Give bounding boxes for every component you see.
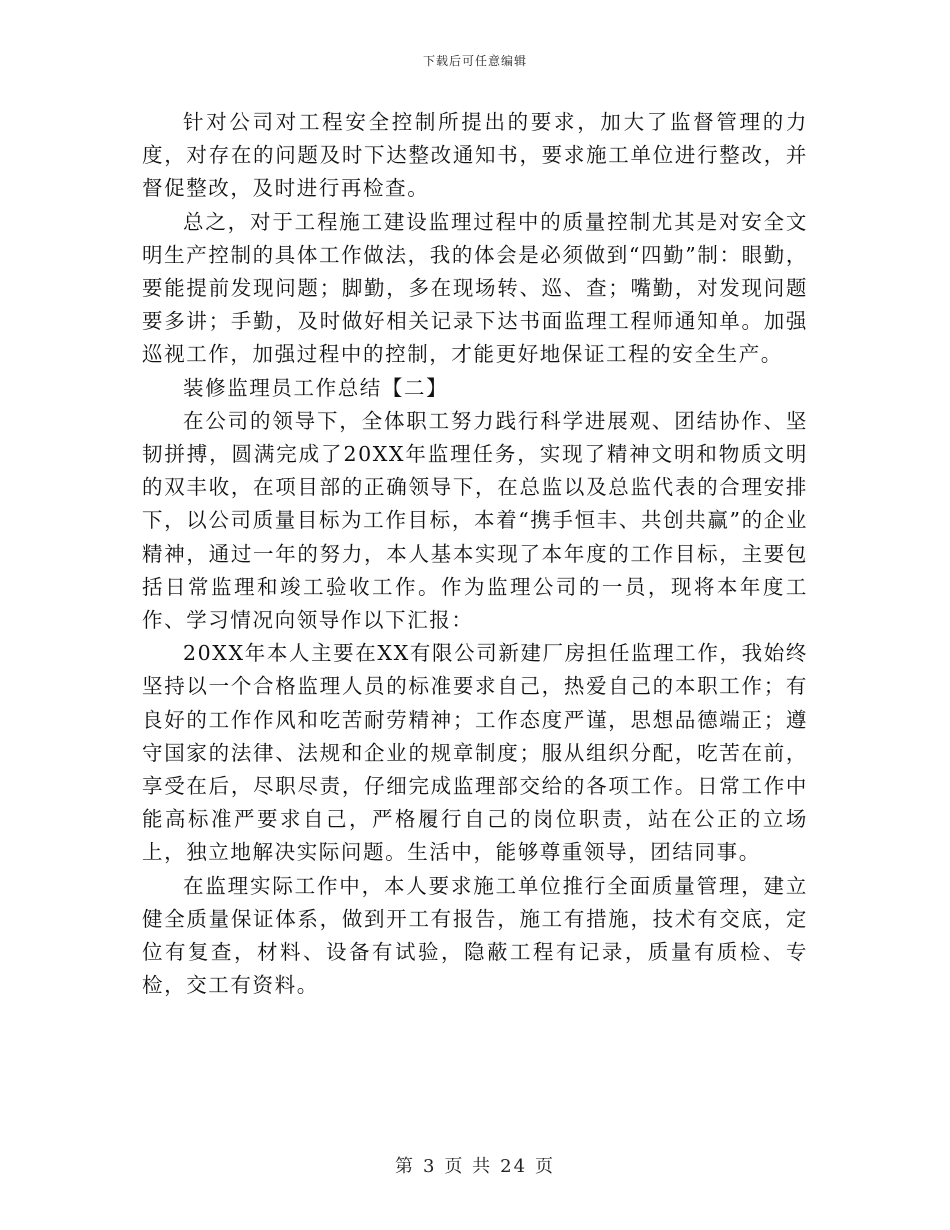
document-body <box>142 106 808 1002</box>
footer-page-number: 3 <box>422 1156 437 1177</box>
paragraph-intro: 在公司的领导下，全体职工努力践行科学进展观、团结协作、坚韧拼搏，圆满完成了20XX年监理任务，实现了精神文明和物质文明的双丰收，在项目部的正确领导下，在总监以及总监代表的合理安排下，以公司质量目标为工作目标，本着“携手恒丰、共创共赢”的企业精神，通过一年的努力，本人基本实现了本年度的工作目标，主要包括日常监理和竣工验收工作。作为监理公司的一员，现将本年度工作、学习情况向领导作以下汇报： <box>142 408 808 633</box>
paragraph-safety-control: 针对公司对工程安全控制所提出的要求，加大了监督管理的力度，对存在的问题及时下达整改通知书，要求施工单位进行整改，并督促整改，及时进行再检查。 <box>142 110 808 201</box>
paragraph-quality-management: 在监理实际工作中，本人要求施工单位推行全面质量管理，建立健全质量保证体系，做到开工有报告，施工有措施，技术有交底，定位有复查，材料、设备有试验，隐蔽工程有记录，质量有质检、专检，交工有资料。 <box>142 873 808 998</box>
section-heading: 装修监理员工作总结【二】 <box>183 375 449 400</box>
footer-middle: 页 共 <box>444 1156 493 1177</box>
footer-total-pages: 24 <box>500 1156 528 1177</box>
page-header: 下载后可任意编辑 <box>422 54 527 68</box>
footer-suffix: 页 <box>535 1156 556 1177</box>
paragraph-summary: 总之，对于工程施工建设监理过程中的质量控制尤其是对安全文明生产控制的具体工作做法，我的体会是必须做到“四勤”制：眼勤，要能提前发现问题；脚勤，多在现场转、巡、查；嘴勤，对发现问题要多讲；手勤，及时做好相关记录下达书面监理工程师通知单。加强巡视工作，加强过程中的控制，才能更好地保证工程的安全生产。 <box>142 209 808 367</box>
paragraph-work-attitude: 20XX年本人主要在XX有限公司新建厂房担任监理工作，我始终坚持以一个合格监理人员的标准要求自己，热爱自己的本职工作；有良好的工作作风和吃苦耐劳精神；工作态度严谨，思想品德端正；遵守国家的法律、法规和企业的规章制度；服从组织分配，吃苦在前，享受在后，尽职尽责，仔细完成监理部交给的各项工作。日常工作中能高标准严要求自己，严格履行自己的岗位职责，站在公正的立场上，独立地解决实际问题。生活中，能够尊重领导，团结同事。 <box>142 641 808 865</box>
footer-prefix: 第 <box>394 1156 415 1177</box>
page-footer <box>0 1152 950 1178</box>
